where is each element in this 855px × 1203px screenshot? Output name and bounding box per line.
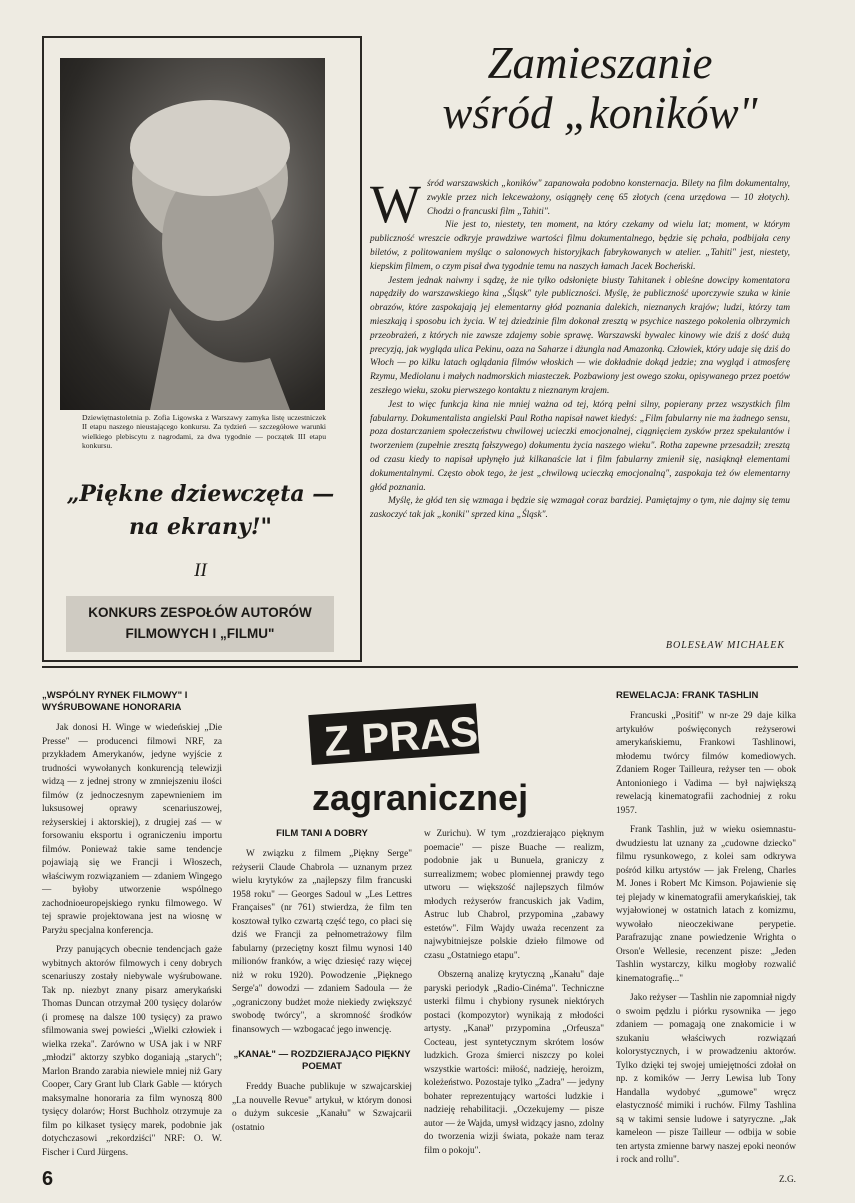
column-paragraph: Jak donosi H. Winge w wiedeńskiej „Die Presse" — producenci filmowi NRF, za przykładem Amerykanów, jedyne wyjście z trudności wywołanych konkurencją telewizji widzą — z jednej strony w zmniejszeniu ilości filmów (z jednoczesnym zapewnieniem im luksusowej oprawy scenariuszowej, reżyserskiej i aktorskiej), z drugiej zaś — w forsowaniu eksportu i ograniczeniu importu filmów. Ponieważ takie same tendencje pojawiają się we Francji i Włoszech, właściwym rozwiązaniem — zdaniem Wingego — byłoby utworzenie wspólnego zachodnioeuropejskiego rynku filmowego. W tej sprawie projektowana jest na wiosnę w Paryżu specjalna konferencja. [42,723,222,936]
column-heading: FILM TANI A DOBRY [276,828,368,839]
slogan-line-1: „Piękne dziewczęta — [66,481,335,507]
section-divider [42,666,798,668]
photo-caption: Dziewiętnastoletnia p. Zofia Ligowska z Warszawy zamyka listę uczestniczek II etapu naszego nieustającego konkursu. Za tydzień — szczegółowe warunki wielkiego plebiscytu z nagrodami, za dwa tygodnie — początek III etapu konkursu. [82,413,326,451]
article-title [390,38,810,138]
article-paragraph: Myślę, że głód ten się wzmaga i będzie się wzmagał coraz bardziej. Pamiętajmy o tym, nie dajmy się temu zaskoczyć tak jak „koniki" sprzed kina „Śląsk". [370,496,790,521]
article-paragraph: Nie jest to, niestety, ten moment, na który czekamy od wielu lat; moment, w którym publiczność wreszcie odkryje prawdziwe wartości filmu dokumentalnego, będzie się pchała, podbijała ceny biletów, z politowaniem myśląc o salonowych historyjkach fabrykowanych w atelier. „Tahiti" jest, niestety, kiepskim filmem, o czym pisał dwa tygodnie temu na naszych łamach Jacek Bocheński. [370,220,790,272]
article-paragraph: Jest to więc funkcja kina nie mniej ważna od tej, którą pełni silny, popierany przez wszystkich film fabularny. Dokumentalista angielski Paul Rotha napisał nawet kiedyś: „Film fabularny nie ma żadnego sensu, poza dostarczaniem społeczeństwu chwilowej ucieczki emocjonalnej, ciągnięciem zysków przez spekulantów i tworzeniem (zupełnie zresztą fałszywego) dokumentu życia naszego wieku". Rotha zapewne przesadził; zresztą od czasu kiedy to napisał upłynęło już kilkanaście lat i film fabularny zmienił się, nasiąknął elementami dokumentalnymi. Często obok tego, że jest „chwilową ucieczką emocjonalną", zaspokaja też ów elementarny głód poznania. [370,399,790,493]
contest-banner-line-1: KONKURS ZESPOŁÓW AUTORÓW [88,605,312,620]
column-heading: „WSPÓLNY RYNEK FILMOWY" I WYŚRUBOWANE HONORARIA [42,690,188,713]
drop-cap: W [370,174,421,234]
column-paragraph: Przy panujących obecnie tendencjach gaże wybitnych aktorów filmowych i ceny dobrych scenariuszy zostały niebywale wyśrubowane. Tak np. niezbyt znany pisarz amerykański Thomas Duncan otrzymał 200 tysięcy dolarów (i promesę na dalsze 100 tysięcy) za prawo sfilmowania swej powieści „Wielki człowiek i wielka rzeka". Zarówno w USA jak i w NRF „młodzi" aktorzy szybko doganiają „starych"; Marlon Brando zarabia niewiele mniej niż Gary Cooper, Cary Grant lub Clark Gable — których maksymalne honoraria za film wynoszą 800 tysięcy dolarów; Horst Buchholz otrzymuje za film po kilkaset tysięcy marek, podobnie jak dotychczasowi „rekordziści" NRF: O. W. Fischer i Curd Jürgens. [42,945,222,1158]
column-heading: „KANAŁ" — ROZDZIERAJĄCO PIĘKNY POEMAT [233,1049,411,1072]
portrait-photo [60,58,325,410]
column-paragraph: W związku z filmem „Piękny Serge" reżyserii Claude Chabrola — uznanym przez wielu krytyków za „najlepszy film francuski 1958 roku" — Georges Sadoul w „Les Lettres Françaises" (nr 761) stwierdza, że film ten kosztował tylko czwartą część tego, co płaci się dziś we Francji za pełnometrażowy film fabularny (przeciętny koszt filmu wynosi 140 milionów franków, a więc dziesięć razy więcej niż w roku 1920). Powodzenie „Pięknego Serge'a" dowodzi — zdaniem Sadoula — że „ograniczony budżet może niekiedy zwiększyć swobodę twórcy", a skromność środków finansowych — wzbogacać jego inwencję. [232,849,412,1035]
column-3 [424,828,604,1164]
column-paragraph: Frank Tashlin, już w wieku osiemnastu-dwudziestu lat uznany za „cudowne dziecko" filmu rysunkowego, z kolei sam odkrywa pośród kilku artystów — jak Freleng, Charles M. Jones i Robert Mc Kimson. Pojawienie się tej plejady w kinematografii amerykańskiej, tak wyjałowionej w ostatnich latach z komizmu, wywołało nieoczekiwane perypetie. Parafrazując znane powiedzenie Wrighta o Orson'e Wellesie, recenzent pisze: „Jeden Tashlin wystarczy, kilku mogłoby rozwalić kinematografię..." [616,825,796,984]
contest-slogan [48,478,353,544]
article-paragraph: Jestem jednak naiwny i sądzę, że nie tylko odsłonięte biusty Tahitanek i obleśne dowcipy komentatora napędziły do warszawskiego kina „Śląsk" tyle publiczności. Myślę, że publiczność uporczywie szuka w kinie obrazów, które zaspokajają jej elementarny głód poznania dalekich, nieznanych krajów; ludzi, którzy tam mieszkają i sposobu ich życia. W tej dziedzinie film dokonał zresztą w psychice naszego pokolenia olbrzymich przeobrażeń, z których nie zawsze zdajemy sobie sprawę. Warszawski bywalec kinowy wie dziś z dość dużą precyzją, jak wygląda ulica Pekinu, oaza na Saharze i dżungla nad Amazonką. Człowiek, który udaje się dziś do Włoch — po kilku latach oglądania filmów włoskich — wie dokładnie dokąd jedzie; zna wygląd i atmosferę Rzymu, Mediolanu i małych nadmorskich miasteczek. Pozbawiony jest owego szoku, opisywanego przez poetów zeszłego wieku, szoku pierwszego kontaktu z nieznanym krajem. [370,275,791,396]
title-line-2: wśród „koników" [442,88,758,138]
column-paragraph: Jako reżyser — Tashlin nie zapomniał nigdy o swoim pędzlu i piórku rysownika — jego zdaniem — pomagają one znakomicie i w szukaniu właściwych rozwiązań kolorystycznych, i w prowadzeniu aktorów. Tylko dzięki tej swojej umiejętności zdołał on np. z komików — Jerry Lewisa lub Tony Handalla wydobyć „gumowe" wręcz elastyczność mimiki i ruchów. Filmy Tashlina są w takimi sensie ludowe i satyryczne. „Jak kameleon — pisze Tailleur — odbija w sobie ten artysta zmienne barwy naszej epoki neonów i rock and rollu". [616,993,796,1165]
column-2 [232,828,412,1141]
contest-banner-line-2: FILMOWYCH I „FILMU" [125,626,275,641]
column-signature: Z.G. [778,1174,796,1185]
header-line-2: zagranicznej [312,777,529,818]
article-paragraph: śród warszawskich „koników" zapanowała podobno konsternacja. Bilety na film dokumentalny, zwykle przez nich lekceważony, osiągnęły cenę 65 złotych (cena urzędowa — 10 złotych). Chodzi o francuski film „Tahiti". [426,179,790,217]
contest-banner [66,596,334,652]
slogan-line-2: na ekrany!" [129,514,272,540]
column-paragraph: w Zurichu). W tym „rozdzierająco pięknym poemacie" — pisze Buache — realizm, podobnie jak u Bunuela, graniczy z surrealizmem; wobec plomiennej prawdy tego utworu — większość najlepszych filmów młodych reżyserów francuskich jak Vadim, Astruc lub Chabrol, przypomina „zabawy estetów". Film Wajdy uważa recenzent za najwybitniejsze polskie dzieło filmowe od czasu „Ostatniego etapu". [424,829,604,961]
column-4 [616,690,796,1193]
column-paragraph: Francuski „Positif" w nr-ze 29 daje kilka artykułów poświęconych reżyserowi amerykańskiemu, Frankowi Tashlinowi, młodemu twórcy filmów komediowych. Zdaniem Roger Tailleura, reżyser ten — obok Antonioniego i Vadima — był największą rewelacją kinematografii zachodniej z roku 1957. [616,711,796,816]
article-body [370,174,791,523]
column-heading: REWELACJA: FRANK TASHLIN [616,690,759,701]
column-1 [42,690,222,1166]
stage-number: II [194,560,207,581]
column-paragraph: Obszerną analizę krytyczną „Kanału" daje paryski periodyk „Radio-Cinéma". Techniczne usterki filmu i chybiony rysunek niektórych postaci (kompozytor) wynikają z młodości artysty. „Kanał" przypomina „Orfeusza" Cocteau, jest syntetycznym skrótem losów ludzkich. Groza śmierci niszczy po kolei wszystkie wartości: miłość, nadzieję, heroizm, koleżeństwo. Pozostaje tylko „Zadra" — jedyny bohater reprezentujący wartości ludzkie i nadzieję rehabilitacji. „Oczekujemy — pisze autor — że Wajda, umysł widzący jasno, zdolny do tworzenia wizji świata, pokaże nam teraz film o pokoju". [424,970,604,1156]
article-author: BOLESŁAW MICHAŁEK [665,640,785,651]
portrait-image [60,58,325,410]
column-paragraph: Freddy Buache publikuje w szwajcarskiej „La nouvelle Revue" artykuł, w którym donosi o dużym sukcesie „Kanału" w Szwajcarii (ostatnio [232,1082,412,1133]
title-line-1: Zamieszanie [487,38,713,88]
section-header [232,702,604,820]
header-line-1: Z PRASY [322,705,508,765]
prasa-logo [232,702,604,820]
page-number: 6 [42,1168,54,1190]
